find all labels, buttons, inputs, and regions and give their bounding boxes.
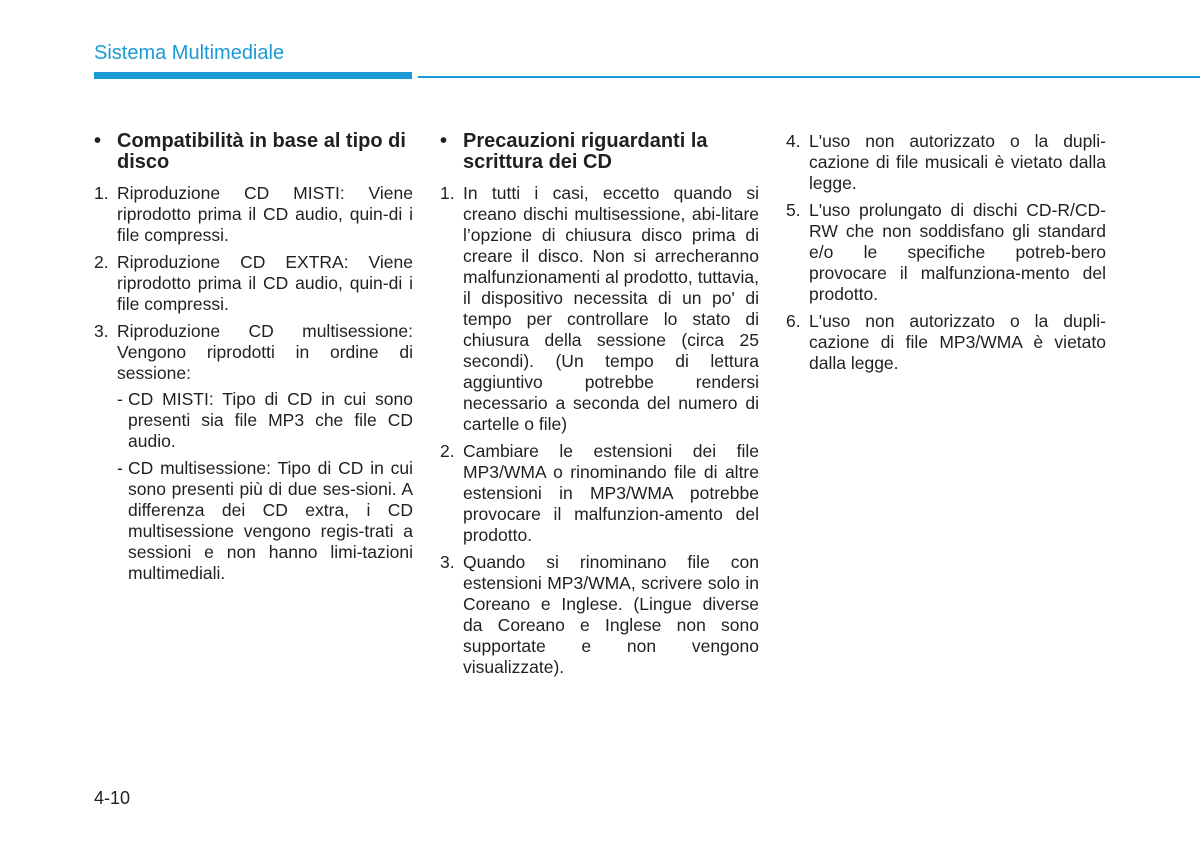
item-text: Riproduzione CD EXTRA: Viene riprodotto prima il CD audio, quin-di i file compressi. [117, 252, 413, 314]
item-number: 6. [786, 311, 801, 331]
sub-list-item [117, 389, 413, 452]
sub-list-item [117, 458, 413, 584]
list-item [786, 200, 1106, 305]
list-item [94, 183, 413, 246]
list-item [94, 321, 413, 584]
bullet-marker: • [440, 130, 448, 152]
item-text: Riproduzione CD multisessione: Vengono riprodotti in ordine di sessione: [117, 321, 413, 383]
item-number: 2. [94, 252, 109, 272]
item-number: 4. [786, 131, 801, 151]
item-text: L'uso non autorizzato o la dupli-cazione di file musicali è vietato dalla legge. [809, 131, 1106, 193]
item-text: L'uso prolungato di dischi CD-R/CD- RW che non soddisfano gli standard e/o le specifiche potreb-bero provocare il malfunziona-mento del prodotto. [809, 200, 1106, 304]
item-number: 5. [786, 200, 801, 220]
item-text: Quando si rinominano file con estensioni MP3/WMA, scrivere solo in Coreano e Inglese. (Lingue diverse da Coreano e Inglese non sono supportate e non vengono visualizzate). [463, 552, 759, 677]
list-item [94, 252, 413, 315]
column-middle [440, 131, 759, 684]
item-number: 1. [94, 183, 109, 203]
subitem-text: CD MISTI: Tipo di CD in cui sono presenti sia file MP3 che file CD audio. [128, 389, 413, 451]
section-heading-cd-writing [440, 131, 759, 173]
heading-text: Compatibilità in base al tipo di disco [117, 130, 406, 173]
column-right [786, 131, 1106, 380]
list-item [786, 131, 1106, 194]
header-rule-thick [94, 72, 412, 79]
page-number: 4-10 [94, 788, 131, 808]
item-number: 2. [440, 441, 455, 461]
list-item [440, 441, 759, 546]
dash-marker: - [117, 389, 123, 409]
section-heading-compatibility [94, 131, 413, 173]
subitem-text: CD multisessione: Tipo di CD in cui sono presenti più di due ses-sioni. A differenza dei CD extra, i CD multisessione vengono regis-trati a sessioni e non hanno limi-tazioni multimediali. [128, 458, 413, 583]
list-item [440, 552, 759, 678]
item-text: In tutti i casi, eccetto quando si creano dischi multisessione, abi-litare l’opzione di chiusura disco prima di creare il disco. Non si arrecheranno malfunzionamenti al prodotto, tuttavia, il dispositivo necessita di un po' di tempo per controllare lo stato di chiusura della sessione (circa 25 secondi). (Un tempo di lettura aggiuntivo potrebbe rendersi necessario a seconda del numero di cartelle o file) [463, 183, 759, 434]
heading-text: Precauzioni riguardanti la scrittura dei CD [463, 130, 708, 173]
item-text: Riproduzione CD MISTI: Viene riprodotto prima il CD audio, quin-di i file compressi. [117, 183, 413, 245]
item-text: L'uso non autorizzato o la dupli-cazione di file MP3/WMA è vietato dalla legge. [809, 311, 1106, 373]
section-title: Sistema Multimediale [94, 42, 285, 64]
item-number: 3. [440, 552, 455, 572]
list-item [440, 183, 759, 435]
list-item [786, 311, 1106, 374]
item-number: 1. [440, 183, 455, 203]
column-left [94, 131, 413, 590]
dash-marker: - [117, 458, 123, 478]
bullet-marker: • [94, 130, 102, 152]
item-text: Cambiare le estensioni dei file MP3/WMA o rinominando file di altre estensioni in MP3/WMA potrebbe provocare il malfunzion-amento del prodotto. [463, 441, 759, 545]
header-rule-thin [418, 76, 1200, 78]
item-number: 3. [94, 321, 109, 341]
